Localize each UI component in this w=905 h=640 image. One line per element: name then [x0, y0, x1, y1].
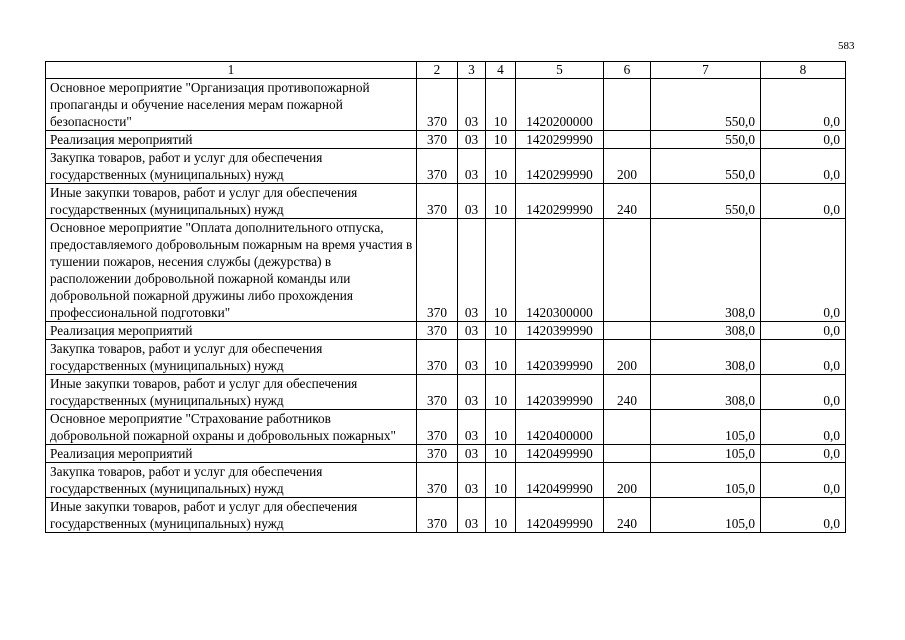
cell-amount-8: 0,0 — [761, 375, 846, 410]
cell-code-2: 370 — [417, 463, 458, 498]
table-row — [46, 340, 846, 375]
cell-amount-8: 0,0 — [761, 340, 846, 375]
column-header: 3 — [458, 62, 486, 79]
cell-expense-type — [604, 219, 651, 322]
cell-code-2: 370 — [417, 445, 458, 463]
cell-code-4: 10 — [486, 219, 516, 322]
column-header: 5 — [516, 62, 604, 79]
cell-expense-type — [604, 322, 651, 340]
cell-amount-8: 0,0 — [761, 410, 846, 445]
cell-expense-type: 240 — [604, 375, 651, 410]
cell-target-article: 1420499990 — [516, 498, 604, 533]
cell-target-article: 1420499990 — [516, 463, 604, 498]
cell-amount-7: 105,0 — [651, 410, 761, 445]
cell-amount-7: 550,0 — [651, 184, 761, 219]
cell-expense-type: 200 — [604, 149, 651, 184]
row-name-cell: Реализация мероприятий — [46, 445, 417, 463]
cell-target-article: 1420299990 — [516, 184, 604, 219]
cell-expense-type: 240 — [604, 498, 651, 533]
table-row — [46, 219, 846, 322]
cell-amount-8: 0,0 — [761, 498, 846, 533]
table-row — [46, 498, 846, 533]
cell-amount-7: 550,0 — [651, 79, 761, 131]
cell-code-4: 10 — [486, 340, 516, 375]
cell-expense-type — [604, 445, 651, 463]
table-row — [46, 149, 846, 184]
cell-code-4: 10 — [486, 149, 516, 184]
cell-code-3: 03 — [458, 149, 486, 184]
cell-code-2: 370 — [417, 410, 458, 445]
cell-target-article: 1420299990 — [516, 149, 604, 184]
cell-code-2: 370 — [417, 184, 458, 219]
page-number: 583 — [838, 40, 855, 52]
row-name-cell: Закупка товаров, работ и услуг для обеспечения государственных (муниципальных) нужд — [46, 340, 417, 375]
cell-amount-7: 550,0 — [651, 131, 761, 149]
cell-amount-7: 550,0 — [651, 149, 761, 184]
cell-code-4: 10 — [486, 463, 516, 498]
cell-code-2: 370 — [417, 149, 458, 184]
column-header: 1 — [46, 62, 417, 79]
cell-code-3: 03 — [458, 184, 486, 219]
cell-expense-type — [604, 131, 651, 149]
cell-amount-7: 308,0 — [651, 219, 761, 322]
cell-expense-type — [604, 410, 651, 445]
cell-code-3: 03 — [458, 340, 486, 375]
cell-amount-8: 0,0 — [761, 79, 846, 131]
cell-amount-7: 105,0 — [651, 498, 761, 533]
cell-code-4: 10 — [486, 410, 516, 445]
cell-code-2: 370 — [417, 498, 458, 533]
row-name-cell: Закупка товаров, работ и услуг для обеспечения государственных (муниципальных) нужд — [46, 463, 417, 498]
row-name-cell: Основное мероприятие "Организация противопожарной пропаганды и обучение населения мерам пожарной безопасности" — [46, 79, 417, 131]
cell-code-3: 03 — [458, 322, 486, 340]
cell-amount-7: 308,0 — [651, 340, 761, 375]
column-header: 8 — [761, 62, 846, 79]
cell-expense-type: 200 — [604, 463, 651, 498]
cell-expense-type: 240 — [604, 184, 651, 219]
cell-amount-7: 308,0 — [651, 322, 761, 340]
cell-code-4: 10 — [486, 79, 516, 131]
budget-table — [45, 61, 846, 533]
cell-code-2: 370 — [417, 340, 458, 375]
cell-amount-8: 0,0 — [761, 131, 846, 149]
cell-code-4: 10 — [486, 322, 516, 340]
row-name-cell: Иные закупки товаров, работ и услуг для обеспечения государственных (муниципальных) нужд — [46, 184, 417, 219]
cell-code-3: 03 — [458, 498, 486, 533]
cell-code-2: 370 — [417, 375, 458, 410]
cell-code-4: 10 — [486, 131, 516, 149]
cell-code-2: 370 — [417, 131, 458, 149]
cell-code-4: 10 — [486, 445, 516, 463]
cell-amount-8: 0,0 — [761, 463, 846, 498]
row-name-cell: Основное мероприятие "Страхование работников добровольной пожарной охраны и добровольных пожарных" — [46, 410, 417, 445]
table-row — [46, 375, 846, 410]
row-name-cell: Реализация мероприятий — [46, 322, 417, 340]
cell-code-3: 03 — [458, 445, 486, 463]
cell-amount-7: 308,0 — [651, 375, 761, 410]
column-header: 7 — [651, 62, 761, 79]
cell-code-3: 03 — [458, 219, 486, 322]
row-name-cell: Иные закупки товаров, работ и услуг для обеспечения государственных (муниципальных) нужд — [46, 375, 417, 410]
row-name-cell: Иные закупки товаров, работ и услуг для обеспечения государственных (муниципальных) нужд — [46, 498, 417, 533]
cell-code-3: 03 — [458, 131, 486, 149]
table-row — [46, 410, 846, 445]
cell-amount-8: 0,0 — [761, 445, 846, 463]
cell-amount-8: 0,0 — [761, 149, 846, 184]
cell-target-article: 1420300000 — [516, 219, 604, 322]
cell-expense-type — [604, 79, 651, 131]
cell-code-3: 03 — [458, 375, 486, 410]
row-name-cell: Основное мероприятие "Оплата дополнительного отпуска, предоставляемого добровольным пожарным на время участия в тушении пожаров, несения службы (дежурства) в расположении добровольной пожарной команды или добровольной пожарной дружины либо прохождения профессиональной подготовки" — [46, 219, 417, 322]
row-name-cell: Реализация мероприятий — [46, 131, 417, 149]
cell-target-article: 1420400000 — [516, 410, 604, 445]
cell-code-2: 370 — [417, 322, 458, 340]
cell-code-3: 03 — [458, 463, 486, 498]
cell-target-article: 1420399990 — [516, 322, 604, 340]
table-row — [46, 463, 846, 498]
cell-amount-7: 105,0 — [651, 463, 761, 498]
cell-amount-7: 105,0 — [651, 445, 761, 463]
cell-expense-type: 200 — [604, 340, 651, 375]
cell-target-article: 1420399990 — [516, 340, 604, 375]
cell-amount-8: 0,0 — [761, 219, 846, 322]
table-row — [46, 322, 846, 340]
cell-target-article: 1420399990 — [516, 375, 604, 410]
table-row — [46, 131, 846, 149]
table-row — [46, 79, 846, 131]
table-row — [46, 445, 846, 463]
cell-code-4: 10 — [486, 184, 516, 219]
row-name-cell: Закупка товаров, работ и услуг для обеспечения государственных (муниципальных) нужд — [46, 149, 417, 184]
table-header-row — [46, 62, 846, 79]
cell-target-article: 1420499990 — [516, 445, 604, 463]
table-row — [46, 184, 846, 219]
cell-code-3: 03 — [458, 410, 486, 445]
cell-code-3: 03 — [458, 79, 486, 131]
column-header: 4 — [486, 62, 516, 79]
cell-code-2: 370 — [417, 79, 458, 131]
cell-amount-8: 0,0 — [761, 322, 846, 340]
column-header: 2 — [417, 62, 458, 79]
cell-code-4: 10 — [486, 375, 516, 410]
cell-code-4: 10 — [486, 498, 516, 533]
cell-code-2: 370 — [417, 219, 458, 322]
cell-target-article: 1420200000 — [516, 79, 604, 131]
cell-target-article: 1420299990 — [516, 131, 604, 149]
column-header: 6 — [604, 62, 651, 79]
cell-amount-8: 0,0 — [761, 184, 846, 219]
